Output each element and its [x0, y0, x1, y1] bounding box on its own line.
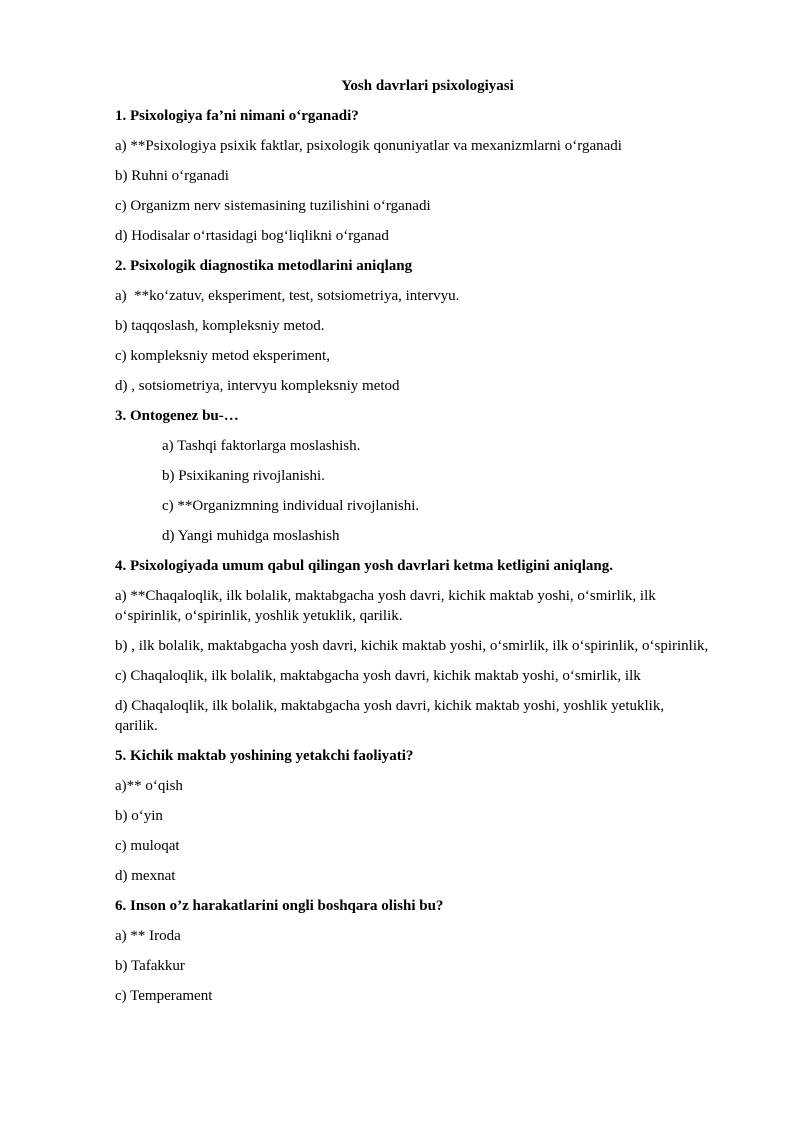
question-6: 6. Inson o’z harakatlarini ongli boshqara olishi bu?: [115, 898, 444, 914]
answer-6c: c) Temperament: [115, 988, 213, 1004]
answer-4c: c) Chaqaloqlik, ilk bolalik, maktabgacha yosh davri, kichik maktab yoshi, o‘smirlik, ilk: [115, 668, 641, 684]
answer-3d: d) Yangi muhidga moslashish: [162, 528, 340, 544]
answer-6a: a) ** Iroda: [115, 928, 181, 944]
answer-5b: b) o‘yin: [115, 808, 163, 824]
answer-3c: c) **Organizmning individual rivojlanishi.: [162, 498, 420, 514]
answer-6b: b) Tafakkur: [115, 958, 185, 974]
question-1: 1. Psixologiya fa’ni nimani o‘rganadi?: [115, 108, 359, 124]
question-2: 2. Psixologik diagnostika metodlarini aniqlang: [115, 258, 413, 274]
question-5: 5. Kichik maktab yoshining yetakchi faoliyati?: [115, 748, 414, 764]
answer-3b: b) Psixikaning rivojlanishi.: [162, 468, 325, 484]
answer-1c: c) Organizm nerv sistemasining tuzilishini o‘rganadi: [115, 198, 431, 214]
document-content: [115, 76, 710, 1016]
answer-2d: d) , sotsiometriya, intervyu kompleksniy metod: [115, 378, 400, 394]
answer-5d: d) mexnat: [115, 868, 176, 884]
answer-2b: b) taqqoslash, kompleksniy metod.: [115, 318, 325, 334]
answer-4b: b) , ilk bolalik, maktabgacha yosh davri, kichik maktab yoshi, o‘smirlik, ilk o‘spirinlik, o‘spirinlik,: [115, 638, 709, 654]
document-title: Yosh davrlari psixologiyasi: [341, 78, 514, 94]
answer-2a: a) **ko‘zatuv, eksperiment, test, sotsiometriya, intervyu.: [115, 288, 460, 304]
answer-1a: a) **Psixologiya psixik faktlar, psixologik qonuniyatlar va mexanizmlarni o‘rganadi: [115, 138, 622, 154]
answer-5c: c) muloqat: [115, 838, 180, 854]
question-4: 4. Psixologiyada umum qabul qilingan yosh davrlari ketma ketligini aniqlang.: [115, 558, 614, 574]
answer-5a: a)** o‘qish: [115, 778, 183, 794]
answer-1d: d) Hodisalar o‘rtasidagi bog‘liqlikni o‘rganad: [115, 228, 389, 244]
answer-4d: d) Chaqaloqlik, ilk bolalik, maktabgacha yosh davri, kichik maktab yoshi, yoshlik yetuklik, qarilik.: [115, 698, 665, 734]
answer-1b: b) Ruhni o‘rganadi: [115, 168, 229, 184]
question-3: 3. Ontogenez bu-…: [115, 408, 239, 424]
answer-4a: a) **Chaqaloqlik, ilk bolalik, maktabgacha yosh davri, kichik maktab yoshi, o‘smirlik, ilk o‘spirinlik, o‘spirinlik, yoshlik yetuklik, qarilik.: [115, 588, 656, 624]
answer-3a: a) Tashqi faktorlarga moslashish.: [162, 438, 361, 454]
answer-2c: c) kompleksniy metod eksperiment,: [115, 348, 330, 364]
